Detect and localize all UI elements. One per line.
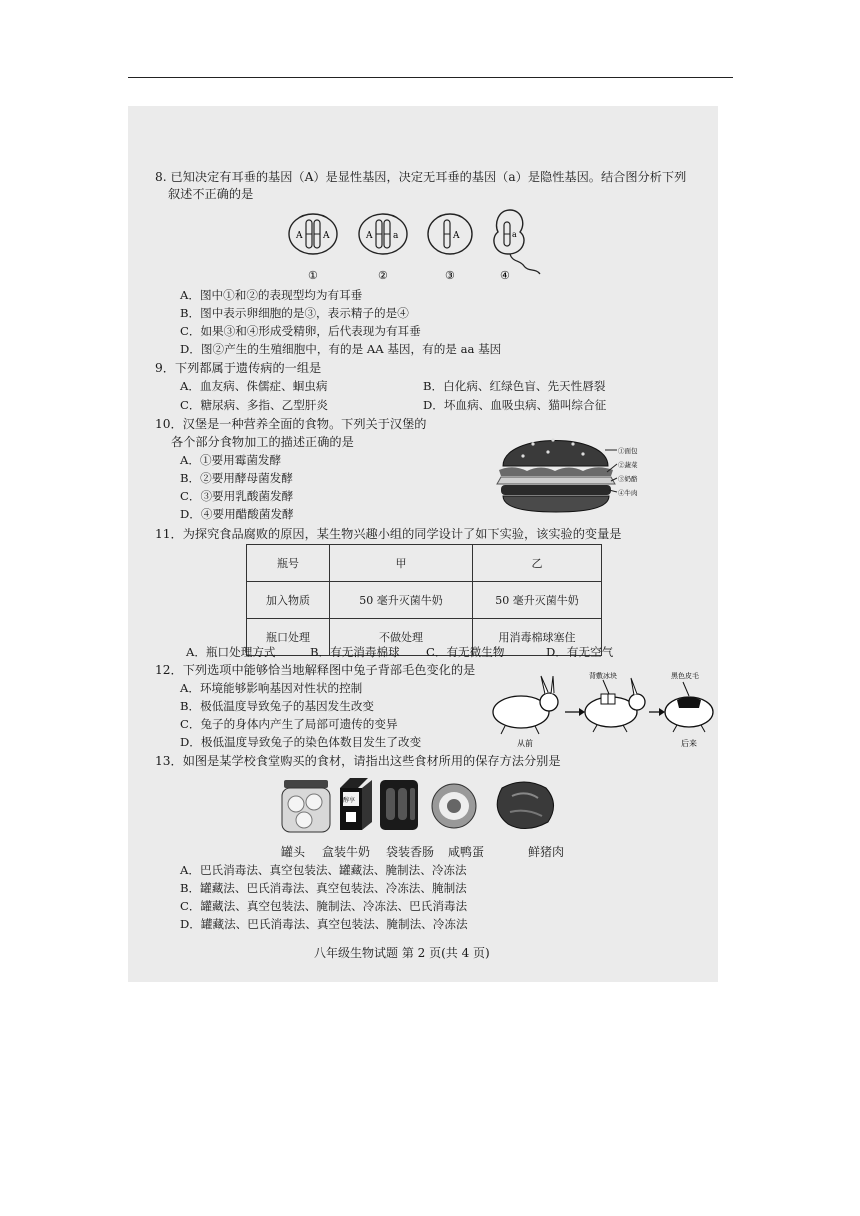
- q8-cell-1: [289, 214, 337, 282]
- q12-label-black-fur: 黑色皮毛: [671, 672, 699, 680]
- q11-option-d: D．有无空气: [546, 645, 614, 659]
- arrow-icon: [565, 708, 585, 716]
- q8-label-4: ④: [500, 269, 510, 282]
- q10-stem-line1: 10．汉堡是一种营养全面的食物。下列关于汉堡的: [155, 417, 427, 431]
- table-header-cell: 甲: [330, 545, 473, 582]
- header-rule: [128, 77, 733, 78]
- q12-stem: 12．下列选项中能够恰当地解释图中兔子背部毛色变化的是: [155, 663, 476, 677]
- q10-option-b: B．②要用酵母菌发酵: [180, 471, 293, 485]
- fresh-pork: [497, 782, 553, 829]
- food-label-canned: 罐头: [281, 845, 306, 859]
- q9-stem: 9．下列都属于遗传病的一组是: [155, 361, 322, 375]
- q12-option-c: C．兔子的身体内产生了局部可遗传的变异: [180, 717, 398, 731]
- q12-label-ice: 背敷冰块: [589, 672, 617, 680]
- q8-label-2: ②: [378, 269, 388, 282]
- q8-gene-2a: A: [366, 231, 373, 241]
- q8-gene-1a: A: [296, 231, 303, 241]
- q13-option-b: B．罐藏法、巴氏消毒法、真空包装法、冷冻法、腌制法: [180, 881, 467, 895]
- q10-option-a: A．①要用霉菌发酵: [180, 453, 282, 467]
- q10-stem-line2: 各个部分食物加工的描述正确的是: [171, 435, 354, 449]
- q10-label-cheese: ③奶酪: [618, 475, 638, 483]
- q12-rabbit-after: [665, 671, 713, 748]
- food-label-pork: 鲜猪肉: [528, 845, 565, 859]
- q8-option-c: C．如果③和④形成受精卵，后代表现为有耳垂: [180, 324, 421, 338]
- q11-stem: 11．为探究食品腐败的原因，某生物兴趣小组的同学设计了如下实验，该实验的变量是: [155, 527, 622, 541]
- table-header-cell: 乙: [473, 545, 602, 582]
- q11-option-c: C．有无微生物: [426, 645, 505, 659]
- q8-label-3: ③: [445, 269, 455, 282]
- q8-option-a: A．图中①和②的表现型均为有耳垂: [180, 288, 363, 302]
- q10-label-vegetable: ②蔬菜: [618, 461, 638, 469]
- q8-gene-3: A: [453, 231, 460, 241]
- q10-option-c: C．③要用乳酸菌发酵: [180, 489, 294, 503]
- table-cell: 50 毫升灭菌牛奶: [473, 582, 602, 619]
- table-cell: 加入物质: [247, 582, 330, 619]
- canned-fruit-jar: [282, 780, 330, 832]
- q9-option-c: C．糖尿病、多指、乙型肝炎: [180, 398, 328, 412]
- q8-option-b: B．图中表示卵细胞的是③，表示精子的是④: [180, 306, 409, 320]
- milk-carton-brand: 醇享: [343, 797, 356, 804]
- q13-food-figure: [276, 774, 586, 836]
- q12-rabbit-ice: [585, 671, 645, 732]
- q9-option-a: A．血友病、侏儒症、蛔虫病: [180, 379, 328, 393]
- q12-option-a: A．环境能够影响基因对性状的控制: [180, 681, 363, 695]
- q13-stem: 13．如图是某学校食堂购买的食材，请指出这些食材所用的保存方法分别是: [155, 754, 561, 768]
- q11-experiment-table: [246, 544, 602, 656]
- q12-label-before: 从前: [517, 739, 533, 748]
- q12-option-b: B．极低温度导致兔子的基因发生改变: [180, 699, 375, 713]
- food-label-egg: 咸鸭蛋: [448, 845, 485, 859]
- table-cell: 瓶口处理: [247, 619, 330, 656]
- scanned-exam-page: [128, 106, 718, 982]
- q8-cell-3: [428, 214, 472, 282]
- table-header-cell: 瓶号: [247, 545, 330, 582]
- packaged-sausage: [380, 780, 418, 830]
- table-row: [247, 545, 602, 582]
- salted-duck-egg: [432, 784, 476, 828]
- milk-carton: [340, 778, 372, 830]
- q8-gene-4: a: [512, 230, 517, 239]
- q8-cell-diagram: [288, 204, 558, 286]
- q13-option-d: D．罐藏法、巴氏消毒法、真空包装法、腌制法、冷冻法: [180, 917, 468, 931]
- q9-option-b: B．白化病、红绿色盲、先天性唇裂: [423, 379, 606, 393]
- table-cell: 50 毫升灭菌牛奶: [330, 582, 473, 619]
- table-cell: 不做处理: [330, 619, 473, 656]
- arrow-icon: [649, 708, 665, 716]
- table-row: [247, 582, 602, 619]
- q8-label-1: ①: [308, 269, 318, 282]
- q12-rabbit-figure: [485, 668, 715, 748]
- page-footer: 八年级生物试题 第 2 页(共 4 页): [314, 946, 490, 960]
- q8-option-d: D．图②产生的生殖细胞中，有的是 AA 基因，有的是 aa 基因: [180, 342, 502, 356]
- q8-gene-2b: a: [393, 231, 399, 241]
- food-label-milk: 盒装牛奶: [322, 845, 371, 859]
- q8-gene-1b: A: [323, 231, 330, 241]
- q12-label-after: 后来: [681, 739, 697, 748]
- q9-option-d: D．坏血病、血吸虫病、猫叫综合征: [423, 398, 607, 412]
- q10-option-d: D．④要用醋酸菌发酵: [180, 507, 294, 521]
- q10-label-bread: ①面包: [618, 447, 638, 455]
- food-label-sausage: 袋装香肠: [386, 845, 435, 859]
- q10-hamburger-figure: [493, 424, 653, 524]
- q11-option-a: A．瓶口处理方式: [186, 645, 276, 659]
- q12-rabbit-before: [493, 676, 558, 748]
- q8-stem-line1: 8. 已知决定有耳垂的基因（A）是显性基因，决定无耳垂的基因（a）是隐性基因。结合图分析下列: [155, 170, 687, 184]
- q8-cell-4-sperm: [494, 210, 540, 282]
- q11-option-b: B．有无消毒棉球: [310, 645, 400, 659]
- q12-option-d: D．极低温度导致兔子的染色体数目发生了改变: [180, 735, 422, 749]
- q10-label-beef: ④牛肉: [618, 489, 638, 497]
- q13-option-a: A．巴氏消毒法、真空包装法、罐藏法、腌制法、冷冻法: [180, 863, 467, 877]
- q13-option-c: C．罐藏法、真空包装法、腌制法、冷冻法、巴氏消毒法: [180, 899, 468, 913]
- table-cell: 用消毒棉球塞住: [473, 619, 602, 656]
- q8-cell-2: [359, 214, 407, 282]
- q8-stem-line2: 叙述不正确的是: [168, 187, 254, 201]
